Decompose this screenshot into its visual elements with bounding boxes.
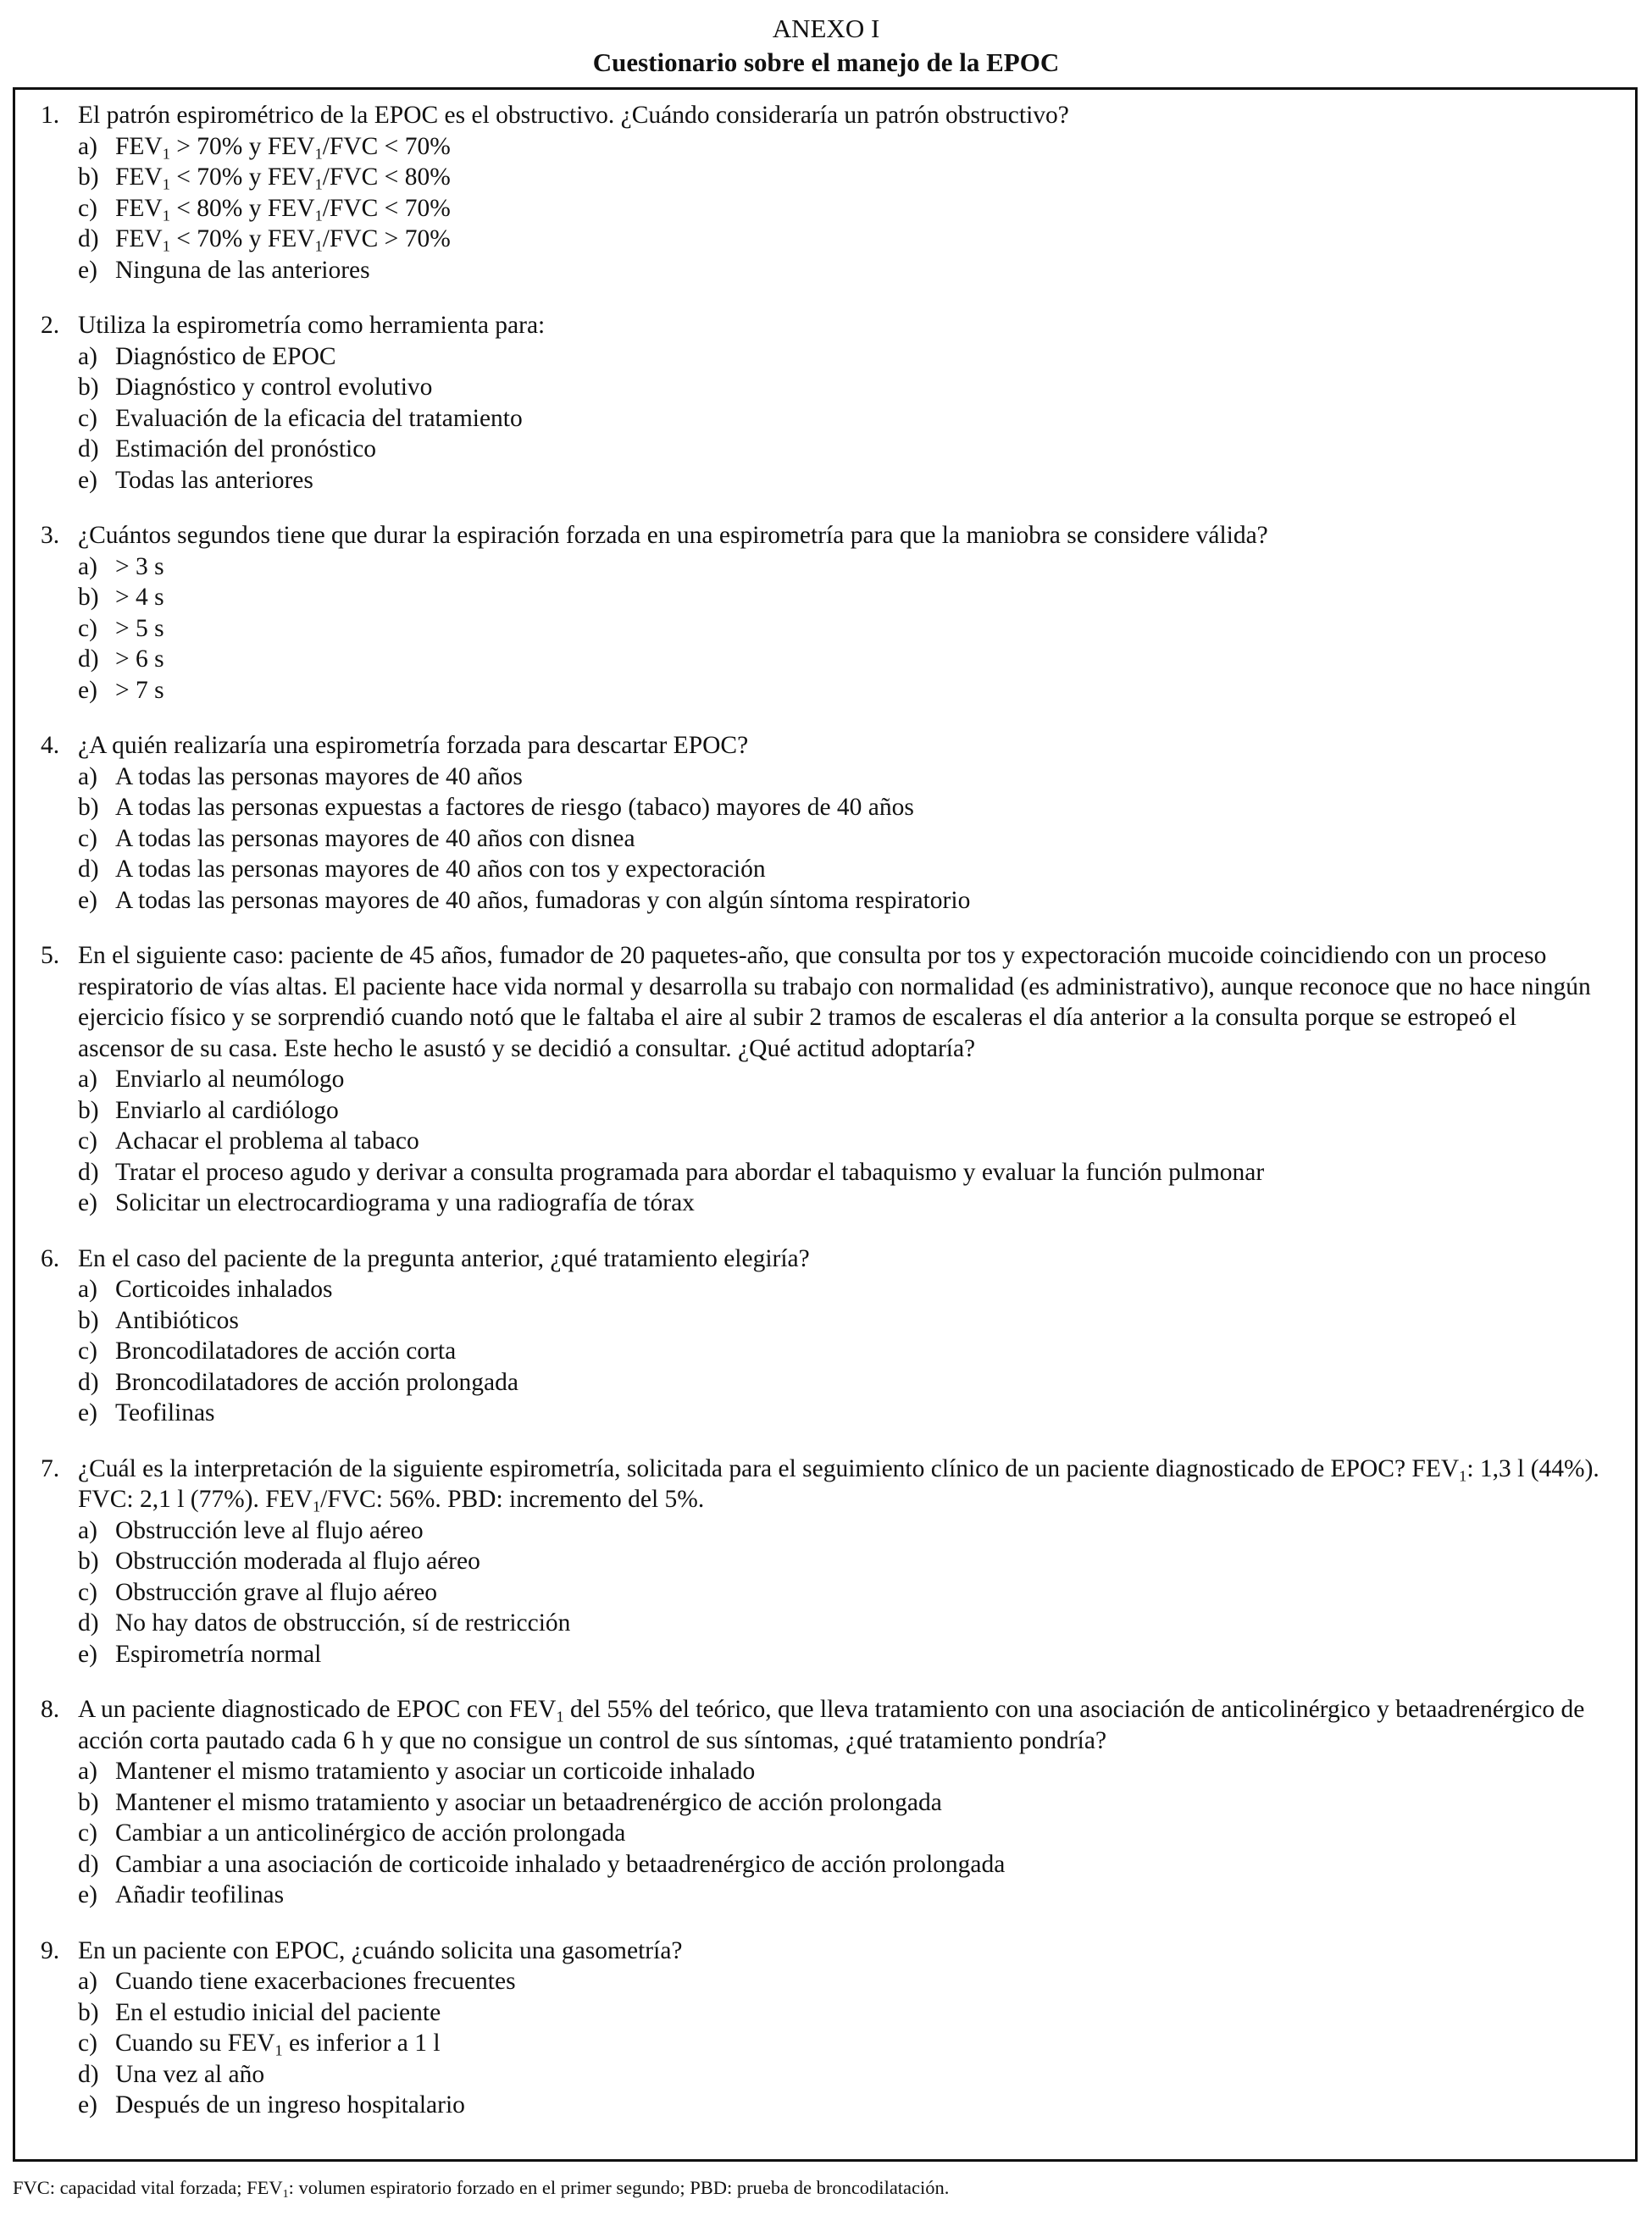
answer-option [78,2028,1608,2059]
question-item [41,520,1608,706]
option-text: Broncodilatadores de acción prolongada [115,1368,518,1396]
option-letter: a) [78,132,97,160]
answer-option [78,1336,1608,1367]
question-stem [41,940,1608,1064]
question-stem [41,1454,1608,1515]
option-letter: e) [78,1399,97,1426]
option-letter: e) [78,676,97,704]
answer-option [78,1880,1608,1911]
answer-option [78,1756,1608,1787]
question-stem [41,730,1608,762]
option-letter: e) [78,466,97,494]
answer-option [78,162,1608,193]
question-text: En el siguiente caso: paciente de 45 años, fumador de 20 paquetes-año, que consulta por tos y expectoración mucoide coincidiendo con un proceso respiratorio de vías altas. El paciente hace vida normal y desarrolla su trabajo con normalidad (es administrativo), aunque reconoce que no hace ningún ejercicio físico y se sorprendió cuando notó que le faltaba el aire al subir 2 tramos de escaleras el día anterior a la consulta porque se estropeó el ascensor de su casa. Este hecho le asustó y se decidió a consultar. ¿Qué actitud adoptaría? [78,942,1591,1062]
option-letter: a) [78,1758,97,1785]
option-letter: e) [78,256,97,284]
answer-options [41,1966,1608,2121]
option-text: > 7 s [115,676,164,704]
answer-option [78,1818,1608,1849]
option-text: Evaluación de la eficacia del tratamiento [115,404,523,432]
option-text: En el estudio inicial del paciente [115,1998,441,2026]
option-text: $FEV_1 < 80\%$ y $FEV_1$/FVC < 70% [115,194,451,224]
question-item [41,1936,1608,2121]
option-letter: c) [78,1127,97,1155]
question-number: 4. [41,732,60,759]
answer-option [78,644,1608,675]
answer-option [78,434,1608,465]
answer-option [78,1546,1608,1577]
question-number: 5. [41,942,60,969]
option-text: A todas las personas mayores de 40 años, fumadoras y con algún síntoma respiratorio [115,886,971,914]
answer-option [78,1188,1608,1219]
question-item [41,1694,1608,1911]
question-number: 8. [41,1696,60,1723]
option-letter: b) [78,584,99,611]
question-number: 3. [41,522,60,549]
option-text: Diagnóstico y control evolutivo [115,374,433,401]
option-text: Tratar el proceso agudo y derivar a consulta programada para abordar el tabaquismo y evaluar la función pulmonar [115,1158,1265,1186]
option-letter: c) [78,194,97,222]
option-text: Después de un ingreso hospitalario [115,2091,465,2119]
option-letter: b) [78,794,99,821]
answer-option [78,1966,1608,1997]
option-letter: d) [78,1850,99,1878]
answer-options [41,131,1608,286]
question-stem [41,1936,1608,1967]
answer-option [78,1274,1608,1305]
answer-option [78,823,1608,855]
option-text: Una vez al año [115,2060,265,2088]
question-item [41,1454,1608,1670]
question-stem [41,1243,1608,1275]
option-text: Corticoides inhalados [115,1276,333,1303]
question-text: ¿A quién realizaría una espirometría forzada para descartar EPOC? [78,732,749,759]
answer-option [78,1367,1608,1399]
option-text: A todas las personas mayores de 40 años con tos y expectoración [115,856,766,883]
question-item [41,100,1608,285]
option-text: Solicitar un electrocardiograma y una radiografía de tórax [115,1189,695,1216]
answer-option [78,551,1608,583]
option-letter: c) [78,824,97,852]
option-letter: e) [78,1881,97,1908]
option-letter: a) [78,762,97,790]
question-item [41,940,1608,1219]
question-text: El patrón espirométrico de la EPOC es el obstructivo. ¿Cuándo consideraría un patrón obstructivo? [78,102,1069,129]
question-text: En el caso del paciente de la pregunta anterior, ¿qué tratamiento elegiría? [78,1244,810,1272]
option-text: Diagnóstico de EPOC [115,342,336,370]
answer-option [78,372,1608,403]
option-letter: c) [78,1819,97,1847]
option-letter: d) [78,225,99,252]
option-letter: c) [78,404,97,432]
answer-option [78,403,1608,435]
questionnaire-box [13,87,1638,2162]
answer-option [78,762,1608,793]
question-stem [41,1694,1608,1756]
answer-option [78,675,1608,706]
option-letter: c) [78,1578,97,1606]
answer-options [41,1064,1608,1219]
option-text: Cambiar a un anticolinérgico de acción prolongada [115,1819,626,1847]
option-text: Obstrucción grave al flujo aéreo [115,1578,438,1606]
answer-option [78,1849,1608,1880]
answer-option [78,1997,1608,2029]
answer-option [78,1095,1608,1127]
answer-option [78,613,1608,645]
footnote: FVC: capacidad vital forzada; $FEV_1$: volumen espiratorio forzado en el primer segundo; PBD: prueba de broncodilatación. [13,2177,950,2202]
option-letter: b) [78,1998,99,2026]
option-text: A todas las personas expuestas a factores de riesgo (tabaco) mayores de 40 años [115,794,914,821]
option-text: $FEV_1 < 70\%$ y $FEV_1$/FVC > 70% [115,225,451,255]
option-letter: b) [78,1548,99,1575]
option-letter: d) [78,856,99,883]
question-number: 6. [41,1244,60,1272]
question-stem [41,520,1608,551]
option-letter: d) [78,435,99,462]
answer-option [78,1157,1608,1188]
answer-option [78,193,1608,224]
option-letter: d) [78,1368,99,1396]
answer-option [78,792,1608,823]
option-text: Achacar el problema al tabaco [115,1127,419,1155]
option-text: Ninguna de las anteriores [115,256,370,284]
answer-option [78,1126,1608,1157]
option-letter: c) [78,1338,97,1365]
option-letter: c) [78,2030,97,2057]
option-text: $FEV_1 < 70\%$ y $FEV_1$/FVC < 80% [115,163,451,193]
option-letter: a) [78,1276,97,1303]
question-text: ¿Cuántos segundos tiene que durar la espiración forzada en una espirometría para que la maniobra se considere válida? [78,522,1268,549]
option-text: Cuando tiene exacerbaciones frecuentes [115,1968,516,1995]
question-number: 7. [41,1454,60,1482]
option-text: > 4 s [115,584,164,611]
option-text: Estimación del pronóstico [115,435,377,462]
option-letter: d) [78,1158,99,1186]
answer-options [41,762,1608,917]
answer-option [78,1608,1608,1639]
answer-option [78,582,1608,613]
answer-option [78,1639,1608,1670]
option-text: $FEV_1 > 70\%$ y $FEV_1$/FVC < 70% [115,132,451,162]
question-text: Utiliza la espirometría como herramienta para: [78,312,546,339]
option-letter: e) [78,2091,97,2119]
answer-option [78,1787,1608,1819]
answer-option [78,885,1608,917]
option-letter: e) [78,1189,97,1216]
answer-options [41,1274,1608,1429]
option-text: > 5 s [115,614,164,642]
option-letter: e) [78,1640,97,1668]
option-letter: a) [78,1066,97,1093]
question-item [41,310,1608,496]
annex-label: ANEXO I [772,14,880,43]
option-letter: b) [78,1306,99,1334]
answer-options [41,1515,1608,1670]
option-text: Enviarlo al neumólogo [115,1066,345,1093]
answer-option [78,2059,1608,2091]
answer-option [78,1515,1608,1547]
answer-option [78,1577,1608,1609]
question-text: A un paciente diagnosticado de EPOC con $FEV_1$ del 55% del teórico, que lleva tratamiento con una asociación de anticolinérgico y betaadrenérgico de acción corta pautado cada 6 h y que no consigue un control de sus síntomas, ¿qué tratamiento pondría? [78,1696,1585,1754]
option-letter: b) [78,374,99,401]
option-text: Antibióticos [115,1306,239,1334]
answer-options [41,1756,1608,1911]
option-letter: d) [78,1609,99,1637]
answer-option [78,1398,1608,1429]
answer-option [78,1305,1608,1337]
option-letter: b) [78,163,99,191]
option-letter: a) [78,552,97,580]
option-letter: a) [78,342,97,370]
question-text: ¿Cuál es la interpretación de la siguiente espirometría, solicitada para el seguimiento clínico de un paciente diagnosticado de EPOC? $FEV_1$: 1,3 l (44%). FVC: 2,1 l (77%). $FEV_1$/FVC: 56%. PBD: incremento del 5%. [78,1454,1599,1515]
question-item [41,730,1608,916]
question-number: 1. [41,102,60,129]
answer-option [78,255,1608,286]
questionnaire-title: Cuestionario sobre el manejo de la EPOC [592,47,1060,77]
option-text: Teofilinas [115,1399,215,1426]
option-text: Mantener el mismo tratamiento y asociar un corticoide inhalado [115,1758,756,1785]
page-header [0,12,1652,80]
option-text: Cuando su $FEV_1$ es inferior a 1 l [115,2030,441,2059]
option-text: Broncodilatadores de acción corta [115,1338,457,1365]
option-letter: a) [78,1968,97,1995]
option-text: Obstrucción leve al flujo aéreo [115,1516,424,1544]
answer-option [78,1064,1608,1095]
option-text: Añadir teofilinas [115,1881,285,1908]
option-text: Espirometría normal [115,1640,322,1668]
option-letter: e) [78,886,97,914]
question-number: 9. [41,1936,60,1964]
question-item [41,1243,1608,1429]
answer-option [78,131,1608,163]
option-text: Todas las anteriores [115,466,313,494]
question-list [41,100,1608,2146]
option-text: Obstrucción moderada al flujo aéreo [115,1548,480,1575]
question-stem [41,310,1608,341]
option-text: > 6 s [115,645,164,673]
option-text: No hay datos de obstrucción, sí de restricción [115,1609,571,1637]
answer-option [78,854,1608,885]
option-letter: b) [78,1788,99,1816]
question-number: 2. [41,312,60,339]
option-text: Cambiar a una asociación de corticoide inhalado y betaadrenérgico de acción prolongada [115,1850,1006,1878]
option-letter: d) [78,645,99,673]
question-stem [41,100,1608,131]
option-text: A todas las personas mayores de 40 años [115,762,523,790]
option-text: Enviarlo al cardiólogo [115,1096,339,1124]
answer-options [41,551,1608,706]
option-letter: d) [78,2060,99,2088]
option-letter: a) [78,1516,97,1544]
answer-option [78,224,1608,255]
option-letter: c) [78,614,97,642]
option-text: A todas las personas mayores de 40 años con disnea [115,824,635,852]
option-text: Mantener el mismo tratamiento y asociar un betaadrenérgico de acción prolongada [115,1788,942,1816]
answer-option [78,2090,1608,2121]
answer-option [78,465,1608,496]
question-text: En un paciente con EPOC, ¿cuándo solicita una gasometría? [78,1936,683,1964]
answer-option [78,341,1608,373]
answer-options [41,341,1608,496]
option-letter: b) [78,1096,99,1124]
option-text: > 3 s [115,552,164,580]
